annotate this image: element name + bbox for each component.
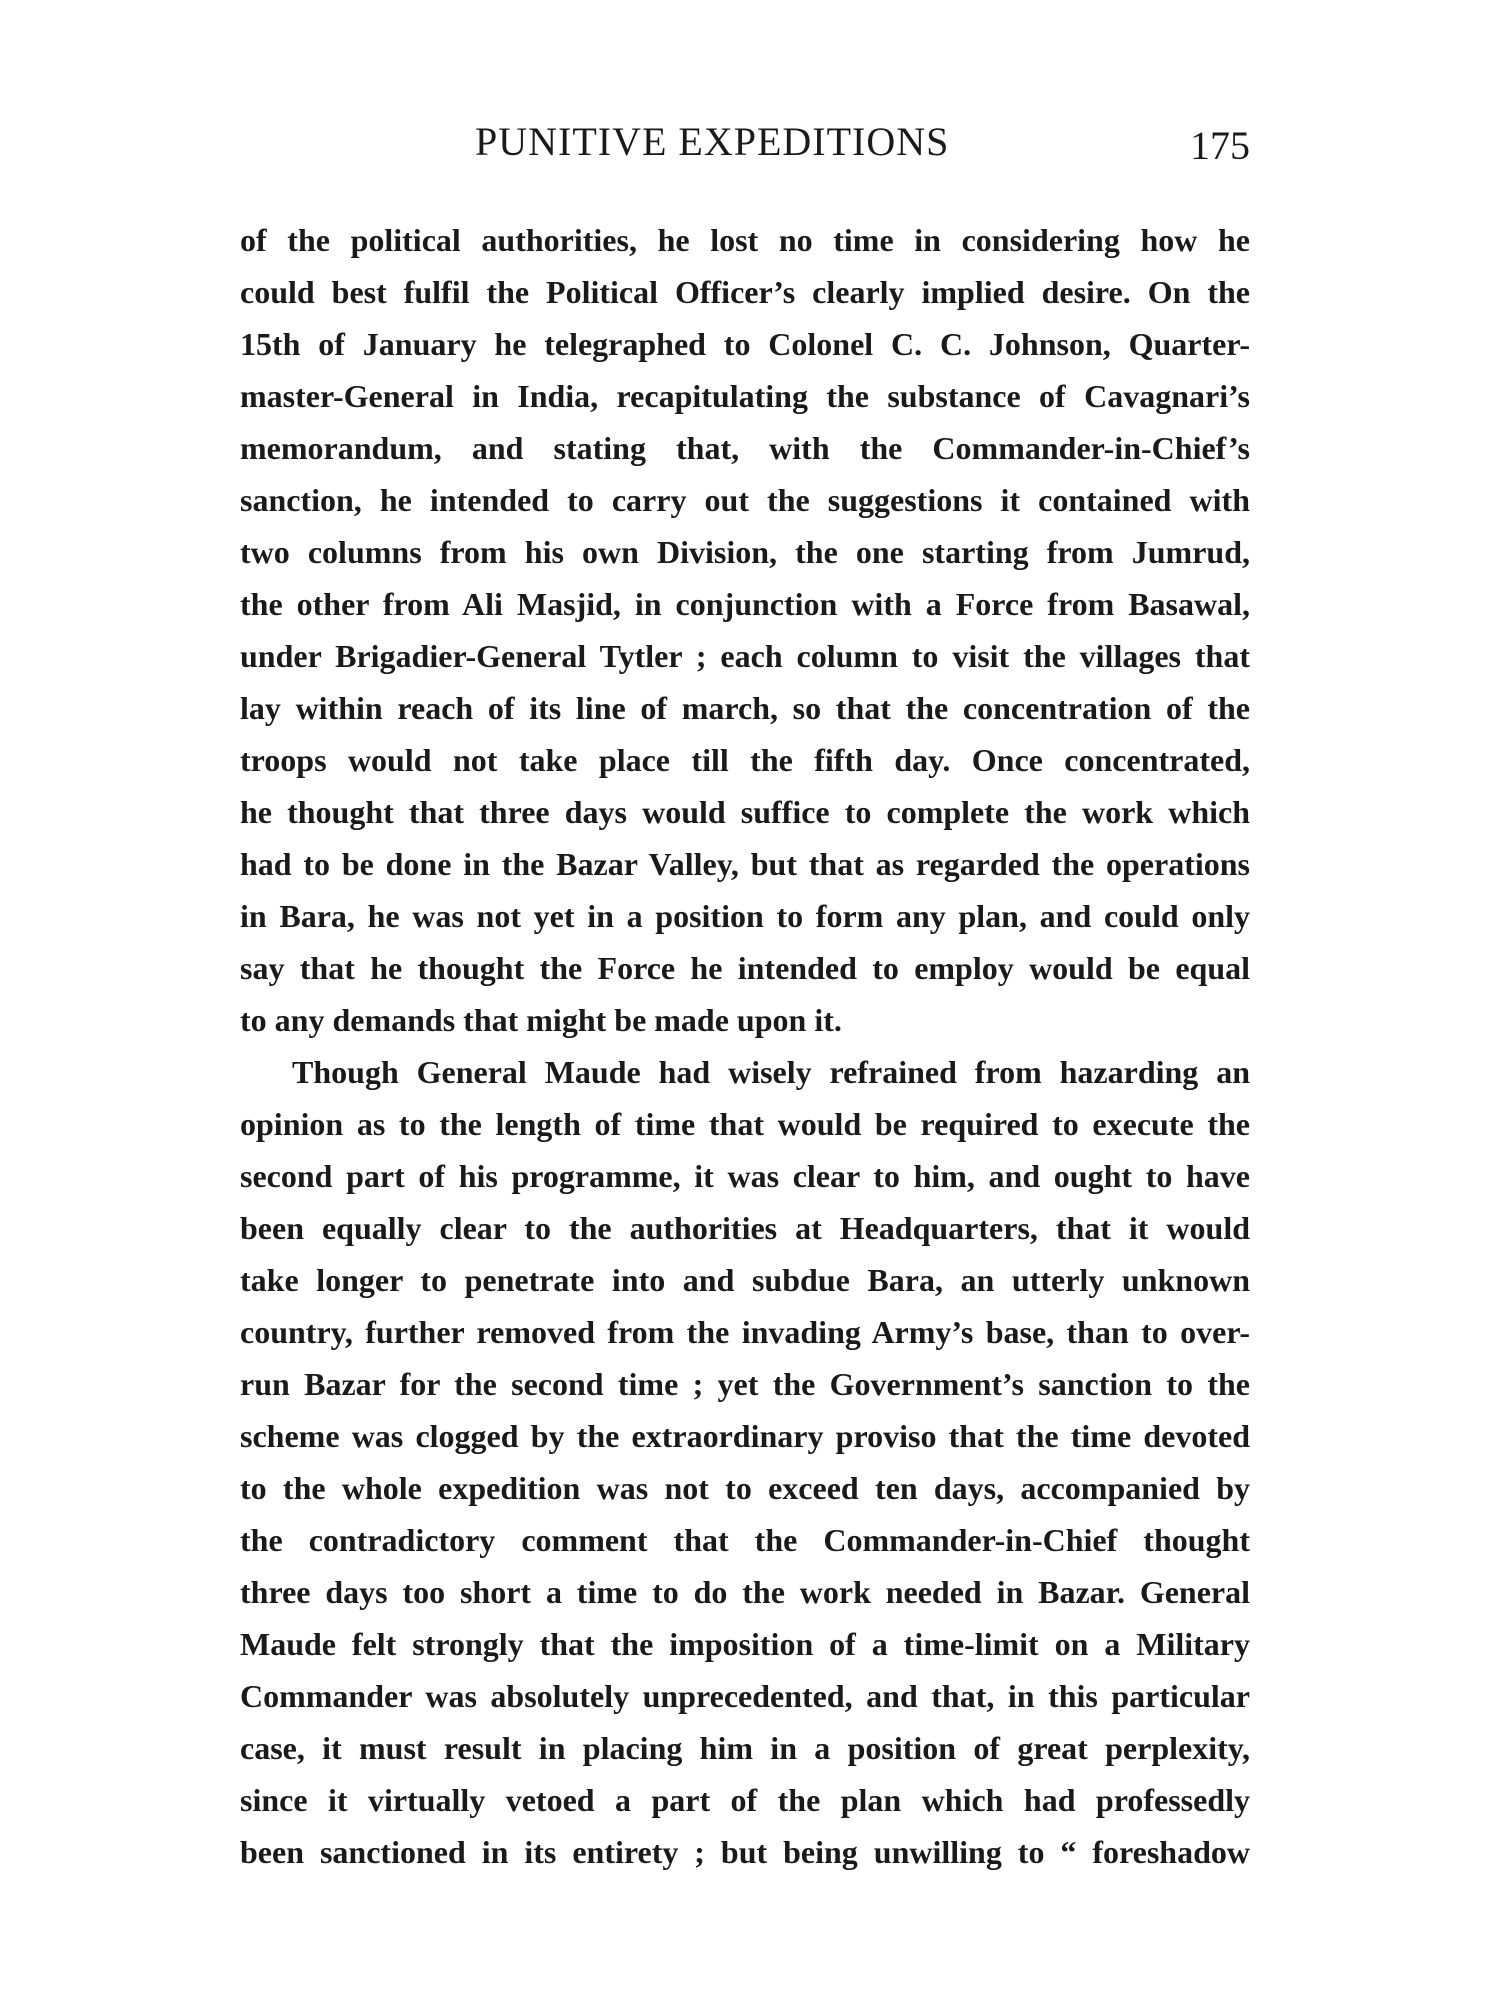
text-line: been equally clear to the authorities at Headquarters, that it would [240,1210,1250,1246]
text-line: the contradictory comment that the Commander-in-Chief thought [240,1522,1250,1558]
text-line: the other from Ali Masjid, in conjunction with a Force from Basawal, [240,586,1250,622]
text-line: Though General Maude had wisely refrained from hazarding an [292,1054,1250,1090]
text-line: second part of his programme, it was clear to him, and ought to have [240,1158,1250,1194]
text-line: to any demands that might be made upon it. [240,1002,842,1038]
text-line: had to be done in the Bazar Valley, but that as regarded the operations [240,846,1250,882]
text-line: 15th of January he telegraphed to Colonel C. C. Johnson, Quarter- [240,326,1250,362]
text-line: two columns from his own Division, the one starting from Jumrud, [240,534,1250,570]
paragraph-1 [240,214,1250,1046]
running-header [240,118,1250,178]
text-line: scheme was clogged by the extraordinary proviso that the time devoted [240,1418,1250,1454]
text-line: under Brigadier-General Tytler ; each column to visit the villages that [240,638,1250,674]
text-line: case, it must result in placing him in a position of great perplexity, [240,1730,1250,1766]
running-title: PUNITIVE EXPEDITIONS [475,119,950,164]
text-line: Maude felt strongly that the imposition of a time-limit on a Military [240,1626,1250,1662]
body-text [240,214,1250,1878]
text-line: run Bazar for the second time ; yet the Government’s sanction to the [240,1366,1250,1402]
text-line: country, further removed from the invading Army’s base, than to over- [240,1314,1250,1350]
text-line: to the whole expedition was not to exceed ten days, accompanied by [240,1470,1250,1506]
text-line: been sanctioned in its entirety ; but being unwilling to “ foreshadow [240,1834,1250,1870]
text-line: three days too short a time to do the work needed in Bazar. General [240,1574,1250,1610]
text-line: troops would not take place till the fifth day. Once concentrated, [240,742,1250,778]
text-line: could best fulfil the Political Officer’s clearly implied desire. On the [240,274,1250,310]
text-line: in Bara, he was not yet in a position to form any plan, and could only [240,898,1250,934]
text-line: master-General in India, recapitulating the substance of Cavagnari’s [240,378,1250,414]
text-line: lay within reach of its line of march, so that the concentration of the [240,690,1250,726]
paragraph-2 [240,1046,1250,1878]
page-number: 175 [1190,123,1250,168]
text-line: since it virtually vetoed a part of the plan which had professedly [240,1782,1250,1818]
text-line: say that he thought the Force he intended to employ would be equal [240,950,1250,986]
text-line: sanction, he intended to carry out the suggestions it contained with [240,482,1250,518]
text-line: opinion as to the length of time that would be required to execute the [240,1106,1250,1142]
text-line: memorandum, and stating that, with the Commander-in-Chief’s [240,430,1250,466]
text-line: he thought that three days would suffice to complete the work which [240,794,1250,830]
text-line: take longer to penetrate into and subdue Bara, an utterly unknown [240,1262,1250,1298]
text-line: of the political authorities, he lost no time in considering how he [240,222,1250,258]
text-line: Commander was absolutely unprecedented, and that, in this particular [240,1678,1250,1714]
